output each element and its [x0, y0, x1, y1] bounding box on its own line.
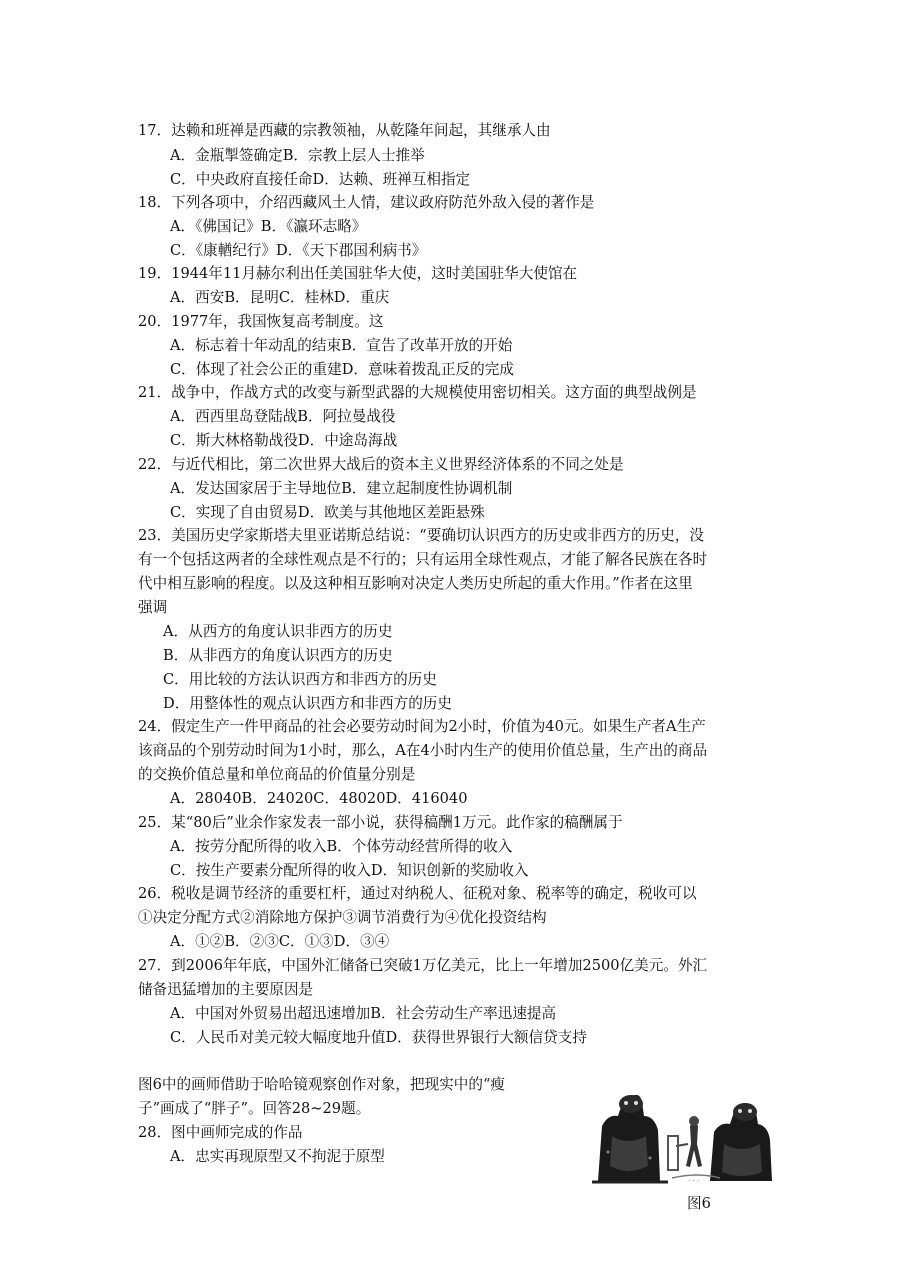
- option-line: A．发达国家居于主导地位B．建立起制度性协调机制: [170, 480, 513, 497]
- question-line: 19．1944年11月赫尔利出任美国驻华大使，这时美国驻华大使馆在: [138, 265, 578, 282]
- option-line: A．标志着十年动乱的结束B．宣告了改革开放的开始: [170, 337, 513, 354]
- option-line: A．金瓶掣签确定B．宗教上层人士推举: [170, 147, 425, 164]
- question-line: 25．某“80后”业余作家发表一部小说，获得稿酬1万元。此作家的稿酬属于: [138, 814, 623, 831]
- question-line: 21．战争中，作战方式的改变与新型武器的大规模使用密切相关。这方面的典型战例是: [138, 384, 697, 401]
- option-line: A．《佛国记》B．《瀛环志略》: [170, 218, 367, 235]
- text-line: 该商品的个别劳动时间为1小时，那么，A在4小时内生产的使用价值总量，生产出的商品: [138, 742, 708, 759]
- option-line: C．按生产要素分配所得的收入D．知识创新的奖励收入: [170, 862, 529, 879]
- text-line: 图6中的画师借助于哈哈镜观察创作对象，把现实中的“瘦: [138, 1076, 505, 1093]
- option-line: A．按劳分配所得的收入B．个体劳动经营所得的收入: [170, 838, 513, 855]
- option-line: A．西西里岛登陆战B．阿拉曼战役: [170, 408, 396, 425]
- cartoon-illustration-icon: [588, 1086, 776, 1186]
- option-line: C．《康輶纪行》D．《天下郡国利病书》: [170, 242, 427, 259]
- text-line: 代中相互影响的程度。以及这种相互影响对决定人类历史所起的重大作用。”作者在这里: [138, 575, 693, 592]
- question-line: 27．到2006年年底，中国外汇储备已突破1万亿美元，比上一年增加2500亿美元。外汇: [138, 957, 708, 974]
- option-line: C．实现了自由贸易D．欧美与其他地区差距悬殊: [170, 504, 485, 521]
- text-line: 有一个包括这两者的全球性观点是不行的；只有运用全球性观点，才能了解各民族在各时: [138, 551, 708, 568]
- option-line: C．中央政府直接任命D．达赖、班禅互相指定: [170, 171, 471, 188]
- text-line: 储备迅猛增加的主要原因是: [138, 981, 314, 998]
- option-line: A．西安B．昆明C．桂林D．重庆: [170, 289, 390, 306]
- question-line: 18．下列各项中，介绍西藏风土人情，建议政府防范外敌入侵的著作是: [138, 194, 595, 211]
- figure-caption: 图6: [687, 1195, 711, 1212]
- option-line: A．①②B．②③C．①③D．③④: [170, 933, 390, 950]
- option-line: C．斯大林格勒战役D．中途岛海战: [170, 432, 398, 449]
- question-line: 24．假定生产一件甲商品的社会必要劳动时间为2小时，价值为40元。如果生产者A生产: [138, 718, 706, 735]
- option-line: C．人民币对美元较大幅度地升值D．获得世界银行大额信贷支持: [170, 1029, 587, 1046]
- figure-6-cartoon: [588, 1086, 776, 1186]
- option-line: A．从西方的角度认识非西方的历史: [163, 623, 393, 640]
- text-line: ①决定分配方式②消除地方保护③调节消费行为④优化投资结构: [138, 909, 547, 926]
- question-line: 22．与近代相比，第二次世界大战后的资本主义世界经济体系的不同之处是: [138, 456, 624, 473]
- option-line: A．中国对外贸易出超迅速增加B．社会劳动生产率迅速提高: [170, 1005, 557, 1022]
- option-line: C．用比较的方法认识西方和非西方的历史: [163, 671, 437, 688]
- option-line: D．用整体性的观点认识西方和非西方的历史: [163, 695, 452, 712]
- question-line: 23．美国历史学家斯塔夫里亚诺斯总结说：“要确切认识西方的历史或非西方的历史，没: [138, 527, 705, 544]
- option-line: A．28040B．24020C．48020D．416040: [170, 790, 468, 807]
- question-line: 28．图中画师完成的作品: [138, 1124, 303, 1141]
- option-line: C．体现了社会公正的重建D．意味着拨乱正反的完成: [170, 361, 514, 378]
- option-line: B．从非西方的角度认识西方的历史: [163, 647, 393, 664]
- option-line: A．忠实再现原型又不拘泥于原型: [170, 1148, 385, 1165]
- question-line: 26．税收是调节经济的重要杠杆，通过对纳税人、征税对象、税率等的确定，税收可以: [138, 885, 697, 902]
- question-line: 20．1977年，我国恢复高考制度。这: [138, 313, 384, 330]
- text-line: 强调: [138, 599, 168, 616]
- svg-text:· · ·: · · ·: [688, 1177, 700, 1185]
- text-line: 的交换价值总量和单位商品的价值量分别是: [138, 766, 416, 783]
- question-line: 17．达赖和班禅是西藏的宗教领袖，从乾隆年间起，其继承人由: [138, 122, 551, 139]
- text-line: 子”画成了“胖子”。回答28~29题。: [138, 1100, 371, 1117]
